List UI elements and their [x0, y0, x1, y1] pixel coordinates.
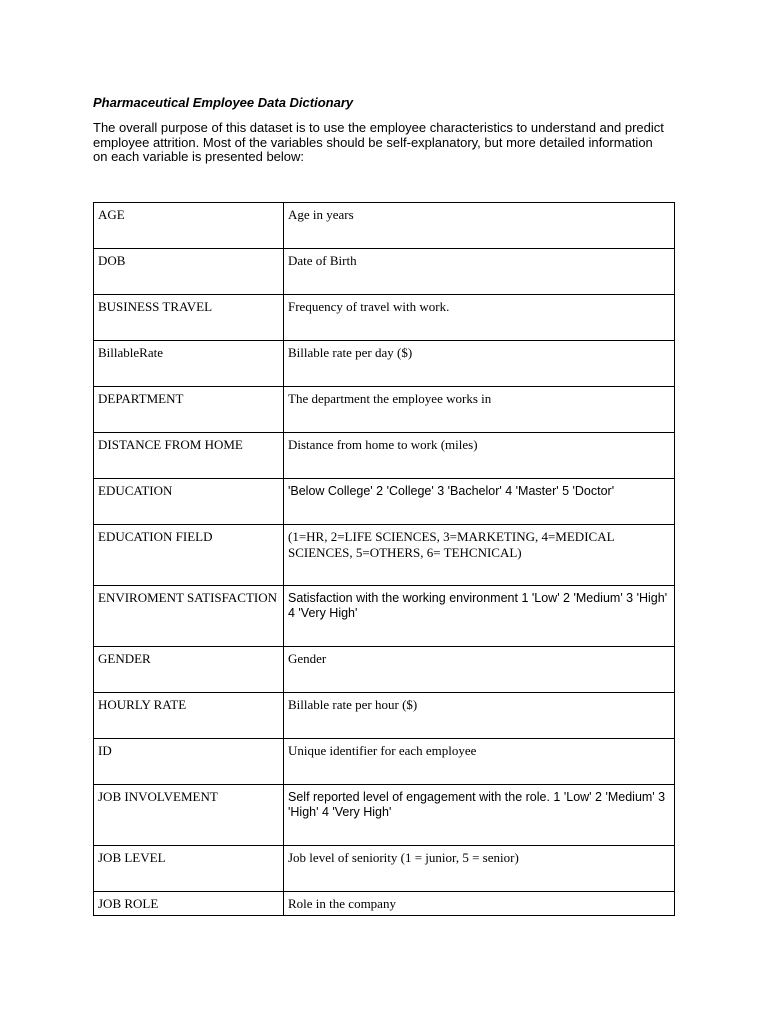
variable-name-cell: DISTANCE FROM HOME — [94, 433, 284, 479]
variable-name-cell: EDUCATION FIELD — [94, 525, 284, 586]
table-row — [94, 479, 675, 525]
variable-description-cell: Satisfaction with the working environment 1 'Low' 2 'Medium' 3 'High' 4 'Very High' — [284, 586, 675, 647]
table-row — [94, 586, 675, 647]
variable-name-cell: JOB ROLE — [94, 892, 284, 916]
table-row — [94, 693, 675, 739]
table-row — [94, 739, 675, 785]
variable-name-cell: ENVIROMENT SATISFACTION — [94, 586, 284, 647]
intro-paragraph: The overall purpose of this dataset is to use the employee characteristics to understand and predict employee attrition. Most of the variables should be self-explanatory, but more detailed information on each variable is presented below: — [93, 120, 664, 164]
table-row — [94, 203, 675, 249]
variable-description-cell: Gender — [284, 647, 675, 693]
variable-description-cell: Role in the company — [284, 892, 675, 916]
document-title: Pharmaceutical Employee Data Dictionary — [93, 95, 354, 110]
variable-name-cell: GENDER — [94, 647, 284, 693]
table-row — [94, 846, 675, 892]
variable-name-cell: ID — [94, 739, 284, 785]
variable-description-cell: Self reported level of engagement with the role. 1 'Low' 2 'Medium' 3 'High' 4 'Very High' — [284, 785, 675, 846]
variable-description-cell: Job level of seniority (1 = junior, 5 = senior) — [284, 846, 675, 892]
table-row — [94, 387, 675, 433]
variable-description-cell: Frequency of travel with work. — [284, 295, 675, 341]
table-row — [94, 341, 675, 387]
table-row — [94, 892, 675, 916]
table-row — [94, 295, 675, 341]
variable-description-cell: Billable rate per hour ($) — [284, 693, 675, 739]
variable-name-cell: DOB — [94, 249, 284, 295]
table-row — [94, 785, 675, 846]
variable-name-cell: DEPARTMENT — [94, 387, 284, 433]
table-row — [94, 249, 675, 295]
variable-description-cell: Age in years — [284, 203, 675, 249]
data-dictionary-table — [93, 202, 675, 916]
variable-name-cell: HOURLY RATE — [94, 693, 284, 739]
variable-name-cell: BillableRate — [94, 341, 284, 387]
variable-name-cell: JOB INVOLVEMENT — [94, 785, 284, 846]
variable-name-cell: JOB LEVEL — [94, 846, 284, 892]
variable-description-cell: The department the employee works in — [284, 387, 675, 433]
table-row — [94, 647, 675, 693]
variable-description-cell: Distance from home to work (miles) — [284, 433, 675, 479]
table-row — [94, 525, 675, 586]
variable-name-cell: BUSINESS TRAVEL — [94, 295, 284, 341]
table-row — [94, 433, 675, 479]
variable-description-cell: (1=HR, 2=LIFE SCIENCES, 3=MARKETING, 4=MEDICAL SCIENCES, 5=OTHERS, 6= TEHCNICAL) — [284, 525, 675, 586]
variable-description-cell: Date of Birth — [284, 249, 675, 295]
variable-name-cell: EDUCATION — [94, 479, 284, 525]
variable-description-cell: Unique identifier for each employee — [284, 739, 675, 785]
variable-description-cell: Billable rate per day ($) — [284, 341, 675, 387]
variable-name-cell: AGE — [94, 203, 284, 249]
variable-description-cell: 'Below College' 2 'College' 3 'Bachelor' 4 'Master' 5 'Doctor' — [284, 479, 675, 525]
